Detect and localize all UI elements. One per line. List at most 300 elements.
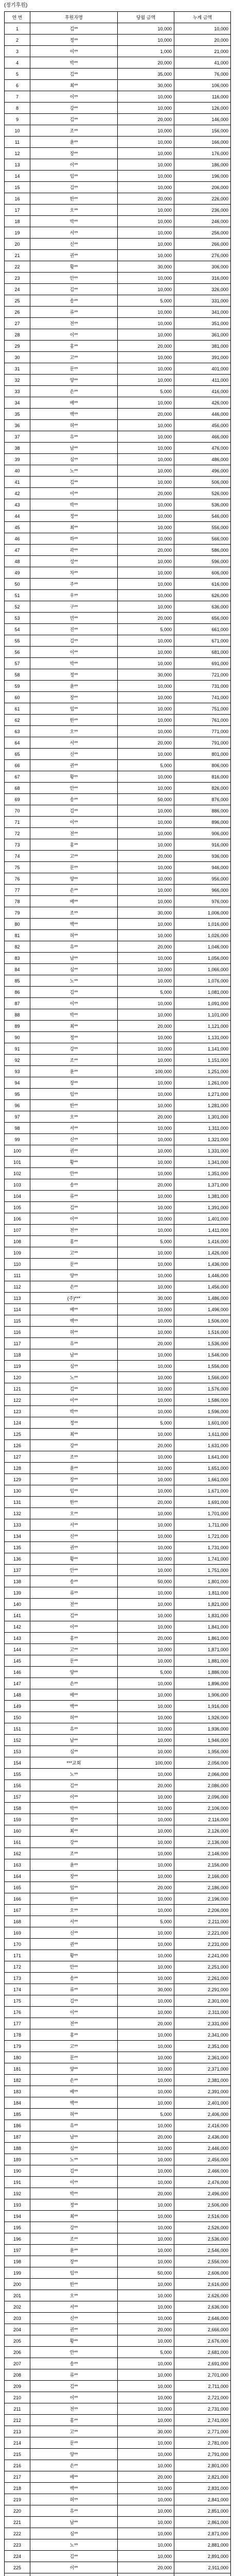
cell-cumulative: 771,000 bbox=[174, 726, 231, 737]
cell-no: 77 bbox=[5, 885, 30, 896]
table-row bbox=[5, 1587, 231, 1599]
table-row bbox=[5, 363, 231, 375]
cell-donor: 황** bbox=[30, 1157, 118, 1168]
cell-donor: 조** bbox=[30, 1848, 118, 1859]
cell-donor: 김** bbox=[30, 1995, 118, 2007]
cell-amount: 10,000 bbox=[118, 885, 174, 896]
cell-no: 25 bbox=[5, 295, 30, 307]
cell-donor: 성** bbox=[30, 556, 118, 567]
cell-no: 97 bbox=[5, 1111, 30, 1123]
table-row bbox=[5, 1021, 231, 1032]
cell-no: 144 bbox=[5, 1644, 30, 1655]
cell-no: 42 bbox=[5, 488, 30, 499]
cell-donor: 허** bbox=[30, 2109, 118, 2120]
cell-amount: 20,000 bbox=[118, 737, 174, 749]
cell-cumulative: 2,626,000 bbox=[174, 2290, 231, 2301]
cell-no: 170 bbox=[5, 1939, 30, 1950]
cell-amount: 10,000 bbox=[118, 1089, 174, 1100]
cell-cumulative: 2,711,000 bbox=[174, 2381, 231, 2392]
cell-cumulative: 1,056,000 bbox=[174, 953, 231, 964]
cell-cumulative: 656,000 bbox=[174, 613, 231, 624]
cell-amount: 10,000 bbox=[118, 1848, 174, 1859]
cell-cumulative: 1,741,000 bbox=[174, 1553, 231, 1565]
cell-donor: 유** bbox=[30, 1723, 118, 1735]
cell-no: 27 bbox=[5, 318, 30, 329]
cell-no: 5 bbox=[5, 69, 30, 80]
cell-donor: 홍** bbox=[30, 341, 118, 352]
table-row bbox=[5, 873, 231, 885]
cell-donor: 노** bbox=[30, 1372, 118, 1383]
cell-amount: 10,000 bbox=[118, 2063, 174, 2075]
cell-amount: 10,000 bbox=[118, 1485, 174, 1497]
cell-donor: 장** bbox=[30, 1871, 118, 1882]
cell-donor: 주** bbox=[30, 579, 118, 590]
table-row bbox=[5, 2188, 231, 2199]
cell-cumulative: 1,371,000 bbox=[174, 1179, 231, 1191]
cell-no: 84 bbox=[5, 964, 30, 975]
cell-amount: 30,000 bbox=[118, 669, 174, 681]
table-row bbox=[5, 2494, 231, 2505]
cell-amount: 10,000 bbox=[118, 601, 174, 613]
cell-cumulative: 2,496,000 bbox=[174, 2188, 231, 2199]
cell-donor: 홍** bbox=[30, 2415, 118, 2426]
cell-amount bbox=[118, 2573, 174, 2576]
cell-cumulative: 1,151,000 bbox=[174, 1055, 231, 1066]
cell-cumulative: 1,731,000 bbox=[174, 1542, 231, 1553]
table-row bbox=[5, 1497, 231, 1508]
cell-donor: 이** bbox=[30, 647, 118, 658]
cell-no: 139 bbox=[5, 1587, 30, 1599]
table-row bbox=[5, 250, 231, 261]
table-row bbox=[5, 341, 231, 352]
cell-amount: 10,000 bbox=[118, 2494, 174, 2505]
cell-amount: 10,000 bbox=[118, 1565, 174, 1576]
table-row bbox=[5, 80, 231, 91]
cell-donor: 손** bbox=[30, 1678, 118, 1689]
table-row bbox=[5, 1043, 231, 1055]
cell-donor: 최** bbox=[30, 1021, 118, 1032]
cell-donor: 허** bbox=[30, 420, 118, 431]
table-row bbox=[5, 1576, 231, 1587]
cell-amount: 10,000 bbox=[118, 2437, 174, 2449]
cell-donor: 윤** bbox=[30, 1066, 118, 1077]
cell-cumulative: 1,411,000 bbox=[174, 1225, 231, 1236]
cell-cumulative: 801,000 bbox=[174, 749, 231, 760]
cell-amount: 5,000 bbox=[118, 2347, 174, 2358]
cell-donor: 황** bbox=[30, 261, 118, 273]
cell-cumulative: 1,691,000 bbox=[174, 1497, 231, 1508]
table-row bbox=[5, 1655, 231, 1667]
cell-donor: 심** bbox=[30, 1746, 118, 1757]
cell-amount: 10,000 bbox=[118, 1315, 174, 1327]
table-row bbox=[5, 851, 231, 862]
cell-amount: 10,000 bbox=[118, 1304, 174, 1315]
cell-donor: 류** bbox=[30, 1984, 118, 1995]
cell-no: 165 bbox=[5, 1882, 30, 1893]
table-row bbox=[5, 2165, 231, 2177]
cell-donor: 박** bbox=[30, 1009, 118, 1021]
cell-donor: 조** bbox=[30, 125, 118, 137]
table-row bbox=[5, 2415, 231, 2426]
table-row bbox=[5, 1599, 231, 1610]
cell-donor: 노** bbox=[30, 2154, 118, 2165]
cell-no: 119 bbox=[5, 1361, 30, 1372]
cell-amount: 10,000 bbox=[118, 23, 174, 35]
table-row bbox=[5, 839, 231, 851]
cell-donor: 노** bbox=[30, 465, 118, 477]
cell-cumulative: 1,391,000 bbox=[174, 1202, 231, 1213]
cell-no: 94 bbox=[5, 1077, 30, 1089]
cell-cumulative: 2,221,000 bbox=[174, 1927, 231, 1939]
cell-no: 78 bbox=[5, 896, 30, 907]
cell-no: 191 bbox=[5, 2177, 30, 2188]
cell-donor: 송** bbox=[30, 295, 118, 307]
cell-donor: 허** bbox=[30, 930, 118, 941]
cell-no: 62 bbox=[5, 715, 30, 726]
cell-no: 28 bbox=[5, 329, 30, 341]
cell-cumulative: 2,556,000 bbox=[174, 2256, 231, 2267]
table-row bbox=[5, 193, 231, 205]
cell-cumulative: 2,891,000 bbox=[174, 2551, 231, 2562]
cell-amount: 30,000 bbox=[118, 261, 174, 273]
table-row bbox=[5, 1485, 231, 1497]
table-row bbox=[5, 1610, 231, 1621]
header-row bbox=[5, 12, 231, 23]
cell-no: 136 bbox=[5, 1553, 30, 1565]
cell-no: 31 bbox=[5, 363, 30, 375]
cell-no: 153 bbox=[5, 1746, 30, 1757]
table-row bbox=[5, 2109, 231, 2120]
cell-cumulative: 226,000 bbox=[174, 193, 231, 205]
cell-no: 20 bbox=[5, 239, 30, 250]
table-row bbox=[5, 2539, 231, 2551]
table-row bbox=[5, 1814, 231, 1825]
table-row bbox=[5, 2267, 231, 2279]
cell-cumulative: 1,416,000 bbox=[174, 1236, 231, 1247]
cell-cumulative: 446,000 bbox=[174, 409, 231, 420]
cell-cumulative: 506,000 bbox=[174, 477, 231, 488]
table-row bbox=[5, 1837, 231, 1848]
cell-donor: 황** bbox=[30, 1553, 118, 1565]
cell-amount: 10,000 bbox=[118, 511, 174, 522]
cell-amount: 20,000 bbox=[118, 1111, 174, 1123]
cell-donor: 윤** bbox=[30, 1463, 118, 1474]
table-row bbox=[5, 46, 231, 57]
cell-amount: 10,000 bbox=[118, 681, 174, 692]
table-row bbox=[5, 2177, 231, 2188]
cell-cumulative: 1,886,000 bbox=[174, 1667, 231, 1678]
cell-amount: 20,000 bbox=[118, 409, 174, 420]
table-row bbox=[5, 23, 231, 35]
table-row bbox=[5, 1202, 231, 1213]
cell-no: 75 bbox=[5, 862, 30, 873]
table-row bbox=[5, 601, 231, 613]
cell-cumulative: 186,000 bbox=[174, 159, 231, 171]
cell-donor: 배** bbox=[30, 1689, 118, 1701]
cell-donor: 장** bbox=[30, 1077, 118, 1089]
cell-amount: 10,000 bbox=[118, 919, 174, 930]
table-row bbox=[5, 692, 231, 703]
cell-no: 186 bbox=[5, 2120, 30, 2131]
table-row bbox=[5, 1723, 231, 1735]
cell-no: 174 bbox=[5, 1984, 30, 1995]
table-header bbox=[5, 12, 231, 23]
cell-donor: 이** bbox=[30, 1395, 118, 1406]
cell-no: 33 bbox=[5, 386, 30, 397]
cell-amount: 10,000 bbox=[118, 477, 174, 488]
table-row bbox=[5, 1735, 231, 1746]
cell-no: 216 bbox=[5, 2460, 30, 2471]
cell-no: 76 bbox=[5, 873, 30, 885]
cell-amount: 20,000 bbox=[118, 2471, 174, 2483]
table-row bbox=[5, 1474, 231, 1485]
cell-cumulative: 876,000 bbox=[174, 794, 231, 805]
cell-donor: 신** bbox=[30, 1927, 118, 1939]
cell-cumulative: 1,936,000 bbox=[174, 1723, 231, 1735]
cell-no: 128 bbox=[5, 1463, 30, 1474]
table-row bbox=[5, 964, 231, 975]
cell-cumulative: 1,651,000 bbox=[174, 1463, 231, 1474]
cell-no: 158 bbox=[5, 1803, 30, 1814]
cell-donor: 이** bbox=[30, 159, 118, 171]
cell-cumulative: 1,486,000 bbox=[174, 1293, 231, 1304]
table-row bbox=[5, 2562, 231, 2573]
cell-donor: 김** bbox=[30, 635, 118, 647]
cell-no: 101 bbox=[5, 1157, 30, 1168]
cell-cumulative: 596,000 bbox=[174, 556, 231, 567]
cell-amount: 10,000 bbox=[118, 2086, 174, 2097]
table-row bbox=[5, 1905, 231, 1916]
cell-cumulative: 1,896,000 bbox=[174, 1678, 231, 1689]
cell-donor: 이** bbox=[30, 1791, 118, 1803]
cell-no: 164 bbox=[5, 1871, 30, 1882]
cell-cumulative: 1,321,000 bbox=[174, 1134, 231, 1145]
cell-cumulative: 2,391,000 bbox=[174, 2086, 231, 2097]
cell-donor: 민** bbox=[30, 613, 118, 624]
cell-donor: 심** bbox=[30, 2143, 118, 2154]
table-row bbox=[5, 1973, 231, 1984]
cell-amount: 10,000 bbox=[118, 1531, 174, 1542]
cell-donor: 백** bbox=[30, 2097, 118, 2109]
cell-no: 95 bbox=[5, 1089, 30, 1100]
table-row bbox=[5, 2369, 231, 2381]
cell-no: 140 bbox=[5, 1599, 30, 1610]
cell-no: 180 bbox=[5, 2052, 30, 2063]
cell-no: 200 bbox=[5, 2279, 30, 2290]
cell-donor: 문** bbox=[30, 2052, 118, 2063]
cell-donor: 정** bbox=[30, 669, 118, 681]
cell-donor: 한** bbox=[30, 193, 118, 205]
cell-donor: 류** bbox=[30, 1587, 118, 1599]
table-row bbox=[5, 273, 231, 284]
table-row bbox=[5, 2029, 231, 2041]
cell-amount: 10,000 bbox=[118, 1395, 174, 1406]
cell-no: 96 bbox=[5, 1100, 30, 1111]
table-row bbox=[5, 137, 231, 148]
cell-cumulative: 1,436,000 bbox=[174, 1259, 231, 1270]
cell-donor: 오** bbox=[30, 1111, 118, 1123]
cell-cumulative: 1,831,000 bbox=[174, 1610, 231, 1621]
cell-no: 150 bbox=[5, 1712, 30, 1723]
cell-no: 169 bbox=[5, 1927, 30, 1939]
cell-no: 88 bbox=[5, 1009, 30, 1021]
cell-donor: 오** bbox=[30, 205, 118, 216]
cell-donor: 이** bbox=[30, 817, 118, 828]
cell-cumulative: 2,126,000 bbox=[174, 1825, 231, 1837]
cell-no: 72 bbox=[5, 828, 30, 839]
cell-donor: 황** bbox=[30, 771, 118, 783]
cell-donor: 구** bbox=[30, 601, 118, 613]
cell-donor: 한** bbox=[30, 715, 118, 726]
cell-no: 66 bbox=[5, 760, 30, 771]
cell-donor: 권** bbox=[30, 2324, 118, 2335]
cell-cumulative: 351,000 bbox=[174, 318, 231, 329]
cell-amount: 20,000 bbox=[118, 2562, 174, 2573]
cell-amount: 10,000 bbox=[118, 1814, 174, 1825]
cell-amount: 35,000 bbox=[118, 69, 174, 80]
cell-no: 192 bbox=[5, 2188, 30, 2199]
cell-cumulative: 2,381,000 bbox=[174, 2075, 231, 2086]
cell-amount: 100,000 bbox=[118, 1757, 174, 1769]
cell-no: 9 bbox=[5, 114, 30, 125]
cell-cumulative: 1,956,000 bbox=[174, 1746, 231, 1757]
cell-donor: 최** bbox=[30, 2211, 118, 2222]
cell-no: 60 bbox=[5, 692, 30, 703]
cell-amount: 10,000 bbox=[118, 420, 174, 431]
cell-cumulative: 2,351,000 bbox=[174, 2041, 231, 2052]
cell-cumulative: 2,206,000 bbox=[174, 1905, 231, 1916]
cell-donor: 조** bbox=[30, 1055, 118, 1066]
cell-donor: 오** bbox=[30, 726, 118, 737]
cell-amount: 10,000 bbox=[118, 329, 174, 341]
cell-no: 135 bbox=[5, 1542, 30, 1553]
cell-no: 6 bbox=[5, 80, 30, 91]
cell-donor: 송** bbox=[30, 1576, 118, 1587]
table-row bbox=[5, 2505, 231, 2517]
table-row bbox=[5, 624, 231, 635]
cell-amount: 20,000 bbox=[118, 114, 174, 125]
cell-amount: 10,000 bbox=[118, 1451, 174, 1463]
cell-amount: 10,000 bbox=[118, 2392, 174, 2403]
cell-amount: 10,000 bbox=[118, 397, 174, 409]
cell-amount: 10,000 bbox=[118, 2403, 174, 2415]
cell-cumulative: 1,351,000 bbox=[174, 1168, 231, 1179]
cell-no: 43 bbox=[5, 499, 30, 511]
cell-donor: 이** bbox=[30, 329, 118, 341]
cell-donor: 백** bbox=[30, 1701, 118, 1712]
header-amount: 당월 금액 bbox=[118, 12, 174, 23]
cell-donor: 남** bbox=[30, 2131, 118, 2143]
cell-cumulative: 476,000 bbox=[174, 443, 231, 454]
cell-no: 177 bbox=[5, 2018, 30, 2029]
cell-donor: 강** bbox=[30, 1043, 118, 1055]
cell-amount: 10,000 bbox=[118, 1100, 174, 1111]
cell-no: 133 bbox=[5, 1519, 30, 1531]
table-row bbox=[5, 2381, 231, 2392]
cell-amount: 10,000 bbox=[118, 998, 174, 1009]
cell-no: 64 bbox=[5, 737, 30, 749]
cell-cumulative: 956,000 bbox=[174, 873, 231, 885]
page-title: (정기후원) bbox=[4, 3, 28, 8]
cell-no: 172 bbox=[5, 1961, 30, 1973]
cell-donor: 장** bbox=[30, 2256, 118, 2267]
cell-cumulative: 691,000 bbox=[174, 658, 231, 669]
cell-no: 18 bbox=[5, 216, 30, 227]
cell-amount: 10,000 bbox=[118, 930, 174, 941]
table-row bbox=[5, 1712, 231, 1723]
cell-amount: 10,000 bbox=[118, 2505, 174, 2517]
table-row bbox=[5, 443, 231, 454]
cell-donor: 서** bbox=[30, 227, 118, 239]
cell-no: 198 bbox=[5, 2256, 30, 2267]
cell-no: 13 bbox=[5, 159, 30, 171]
cell-amount: 20,000 bbox=[118, 1633, 174, 1644]
cell-no: 52 bbox=[5, 601, 30, 613]
cell-amount: 10,000 bbox=[118, 1961, 174, 1973]
cell-no: 108 bbox=[5, 1236, 30, 1247]
cell-donor: 강** bbox=[30, 2222, 118, 2233]
table-row bbox=[5, 2245, 231, 2256]
cell-amount: 20,000 bbox=[118, 2131, 174, 2143]
cell-amount: 20,000 bbox=[118, 2188, 174, 2199]
cell-no: 185 bbox=[5, 2109, 30, 2120]
cell-no: 194 bbox=[5, 2211, 30, 2222]
cell-amount: 10,000 bbox=[118, 216, 174, 227]
cell-donor: 임** bbox=[30, 2267, 118, 2279]
cell-amount: 10,000 bbox=[118, 1463, 174, 1474]
cell-cumulative: 2,211,000 bbox=[174, 1916, 231, 1927]
cell-cumulative: 2,136,000 bbox=[174, 1837, 231, 1848]
table-row bbox=[5, 1803, 231, 1814]
cell-amount: 10,000 bbox=[118, 1247, 174, 1259]
cell-amount: 10,000 bbox=[118, 2381, 174, 2392]
cell-cumulative: 556,000 bbox=[174, 522, 231, 533]
cell-cumulative: 1,711,000 bbox=[174, 1519, 231, 1531]
cell-no: 98 bbox=[5, 1123, 30, 1134]
cell-amount: 10,000 bbox=[118, 1077, 174, 1089]
cell-donor: 손** bbox=[30, 2460, 118, 2471]
cell-cumulative: 966,000 bbox=[174, 885, 231, 896]
cell-donor: 전** bbox=[30, 828, 118, 839]
cell-amount: 10,000 bbox=[118, 1123, 174, 1134]
cell-no: 219 bbox=[5, 2494, 30, 2505]
table-row bbox=[5, 352, 231, 363]
cell-cumulative: 2,791,000 bbox=[174, 2449, 231, 2460]
cell-donor: 정** bbox=[30, 2199, 118, 2211]
cell-amount: 10,000 bbox=[118, 227, 174, 239]
cell-cumulative: 2,666,000 bbox=[174, 2324, 231, 2335]
table-row bbox=[5, 511, 231, 522]
cell-amount: 10,000 bbox=[118, 1735, 174, 1746]
cell-no: 23 bbox=[5, 273, 30, 284]
cell-amount: 100,000 bbox=[118, 1066, 174, 1077]
cell-no: 82 bbox=[5, 941, 30, 953]
cell-no: 205 bbox=[5, 2335, 30, 2347]
table-row bbox=[5, 2483, 231, 2494]
cell-donor: 류** bbox=[30, 2369, 118, 2381]
cell-donor: 전** bbox=[30, 1599, 118, 1610]
cell-amount: 10,000 bbox=[118, 499, 174, 511]
table-row bbox=[5, 1066, 231, 1077]
cell-cumulative: 2,741,000 bbox=[174, 2415, 231, 2426]
table-row bbox=[5, 1191, 231, 1202]
cell-no: 17 bbox=[5, 205, 30, 216]
cell-no: 37 bbox=[5, 431, 30, 443]
cell-cumulative: 886,000 bbox=[174, 805, 231, 817]
table-row bbox=[5, 998, 231, 1009]
cell-cumulative: 791,000 bbox=[174, 737, 231, 749]
cell-no: 115 bbox=[5, 1315, 30, 1327]
